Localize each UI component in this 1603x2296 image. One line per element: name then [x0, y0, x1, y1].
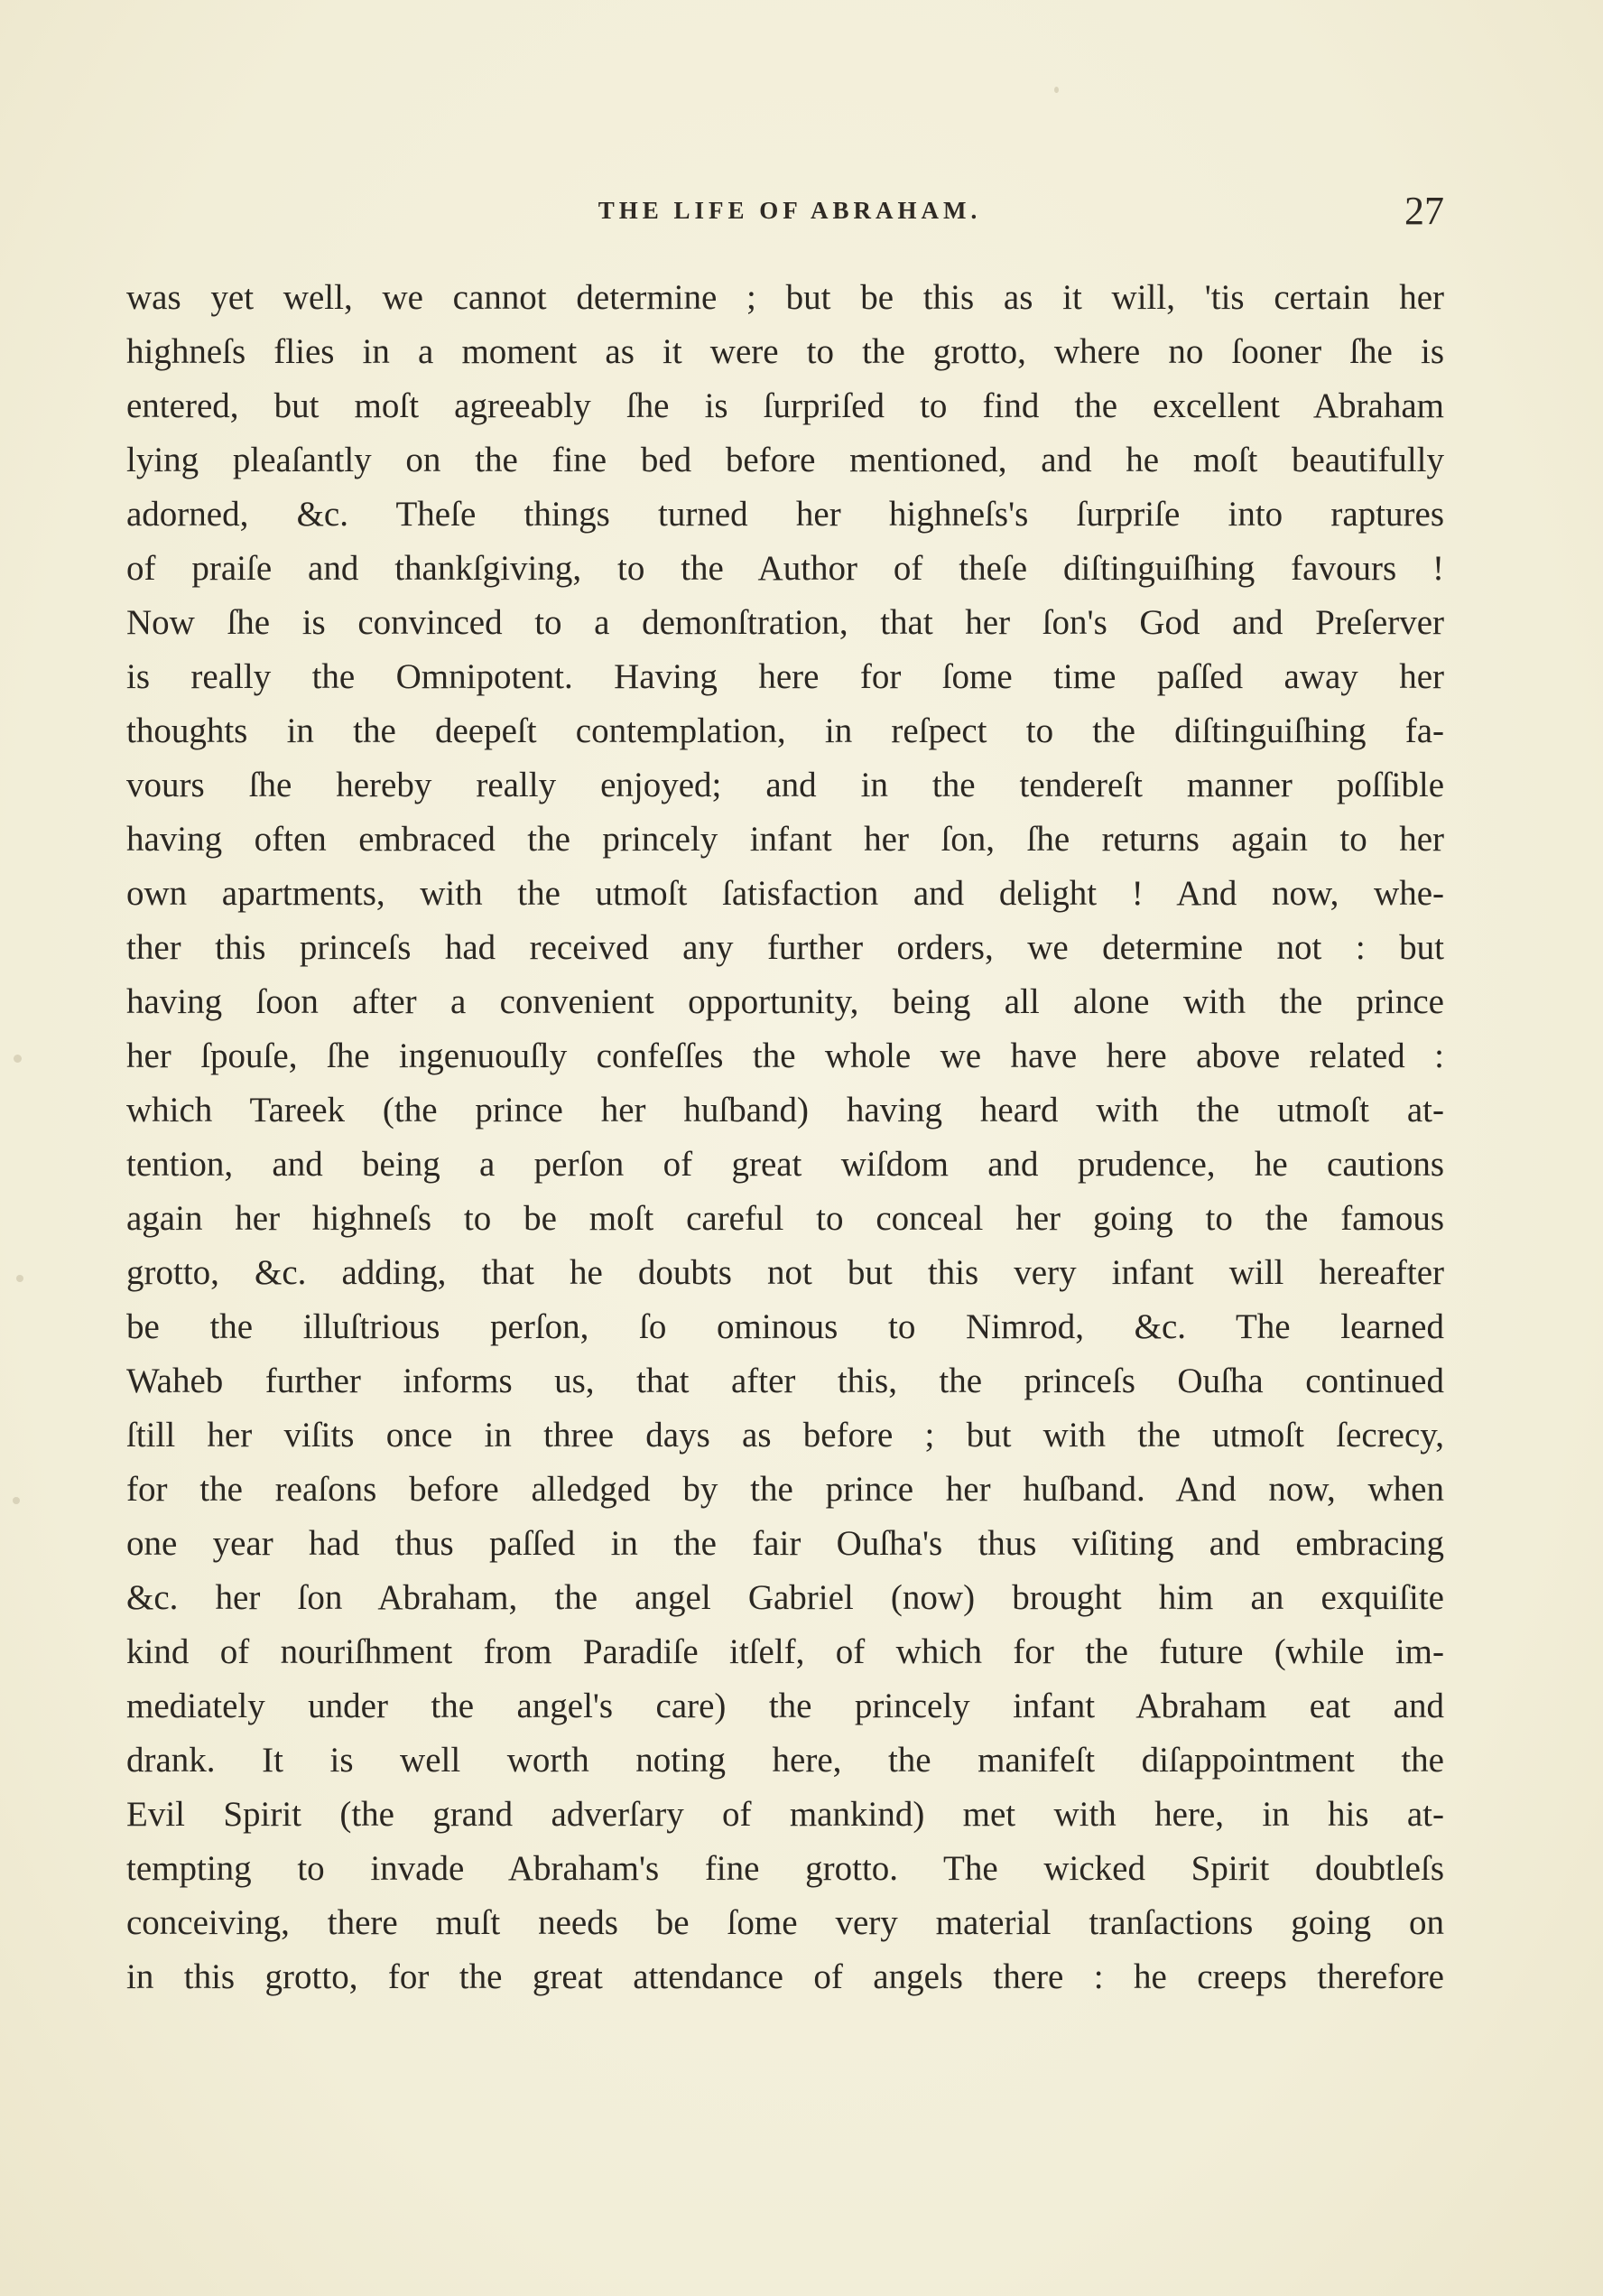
text-line: &c. her ſon Abraham, the angel Gabriel (now) brought him an exquiſite [126, 1578, 1444, 1617]
text-line: tention, and being a perſon of great wiſdom and prudence, he cautions [126, 1145, 1444, 1184]
paper-spot [14, 1055, 22, 1063]
text-line: her ſpouſe, ſhe ingenuouſly confeſſes the whole we have here above related : [126, 1036, 1444, 1075]
text-line: having ſoon after a convenient opportunity, being all alone with the prince [126, 982, 1444, 1021]
text-line: own apartments, with the utmoſt ſatisfaction and delight ! And now, whe- [126, 874, 1444, 913]
text-line: in this grotto, for the great attendance of angels there : he creeps therefore [126, 1957, 1444, 1996]
text-line: vours ſhe hereby really enjoyed; and in the tendereſt manner poſſible [126, 766, 1444, 804]
text-line: be the illuſtrious perſon, ſo ominous to Nimrod, &c. The learned [126, 1307, 1444, 1346]
text-line: grotto, &c. adding, that he doubts not but this very infant will hereafter [126, 1253, 1444, 1292]
paper-spot [16, 1275, 23, 1282]
text-line: adorned, &c. Theſe things turned her highneſs's ſurpriſe into raptures [126, 495, 1444, 534]
text-line: is really the Omnipotent. Having here for ſome time paſſed away her [126, 657, 1444, 696]
paper-spot [1054, 87, 1059, 93]
text-line: tempting to invade Abraham's fine grotto. The wicked Spirit doubtleſs [126, 1849, 1444, 1888]
text-line: Now ſhe is convinced to a demonſtration, that her ſon's God and Preſerver [126, 603, 1444, 642]
text-line: for the reaſons before alledged by the prince her huſband. And now, when [126, 1470, 1444, 1509]
text-line: kind of nouriſhment from Paradiſe itſelf, of which for the future (while im- [126, 1632, 1444, 1671]
text-line: mediately under the angel's care) the princely infant Abraham eat and [126, 1687, 1444, 1725]
text-line: thoughts in the deepeſt contemplation, in reſpect to the diſtinguiſhing fa- [126, 711, 1444, 750]
text-line: Waheb further informs us, that after this, the princeſs Ouſha continued [126, 1362, 1444, 1400]
text-line: again her highneſs to be moſt careful to conceal her going to the famous [126, 1199, 1444, 1238]
text-line: conceiving, there muſt needs be ſome very material tranſactions going on [126, 1903, 1444, 1942]
page-number: 27 [1404, 189, 1444, 233]
text-line: of praiſe and thankſgiving, to the Author of theſe diſtinguiſhing favours ! [126, 549, 1444, 588]
text-line: drank. It is well worth noting here, the manifeſt diſappointment the [126, 1741, 1444, 1780]
text-line: ſtill her viſits once in three days as before ; but with the utmoſt ſecrecy, [126, 1416, 1444, 1455]
body-text [126, 271, 1444, 2004]
text-line: Evil Spirit (the grand adverſary of mankind) met with here, in his at- [126, 1795, 1444, 1834]
text-line: was yet well, we cannot determine ; but be this as it will, 'tis certain her [126, 278, 1444, 317]
text-line: ther this princeſs had received any further orders, we determine not : but [126, 928, 1444, 967]
text-line: entered, but moſt agreeably ſhe is ſurpriſed to find the excellent Abraham [126, 386, 1444, 425]
running-head: THE LIFE OF ABRAHAM. [598, 197, 982, 224]
text-line: one year had thus paſſed in the fair Ouſha's thus viſiting and embracing [126, 1524, 1444, 1563]
text-line: highneſs flies in a moment as it were to the grotto, where no ſooner ſhe is [126, 332, 1444, 371]
page-header [126, 188, 1453, 242]
text-line: lying pleaſantly on the fine bed before mentioned, and he moſt beautifully [126, 441, 1444, 479]
text-line: having often embraced the princely infant her ſon, ſhe returns again to her [126, 820, 1444, 859]
paper-spot [13, 1497, 20, 1504]
text-line: which Tareek (the prince her huſband) having heard with the utmoſt at- [126, 1091, 1444, 1129]
